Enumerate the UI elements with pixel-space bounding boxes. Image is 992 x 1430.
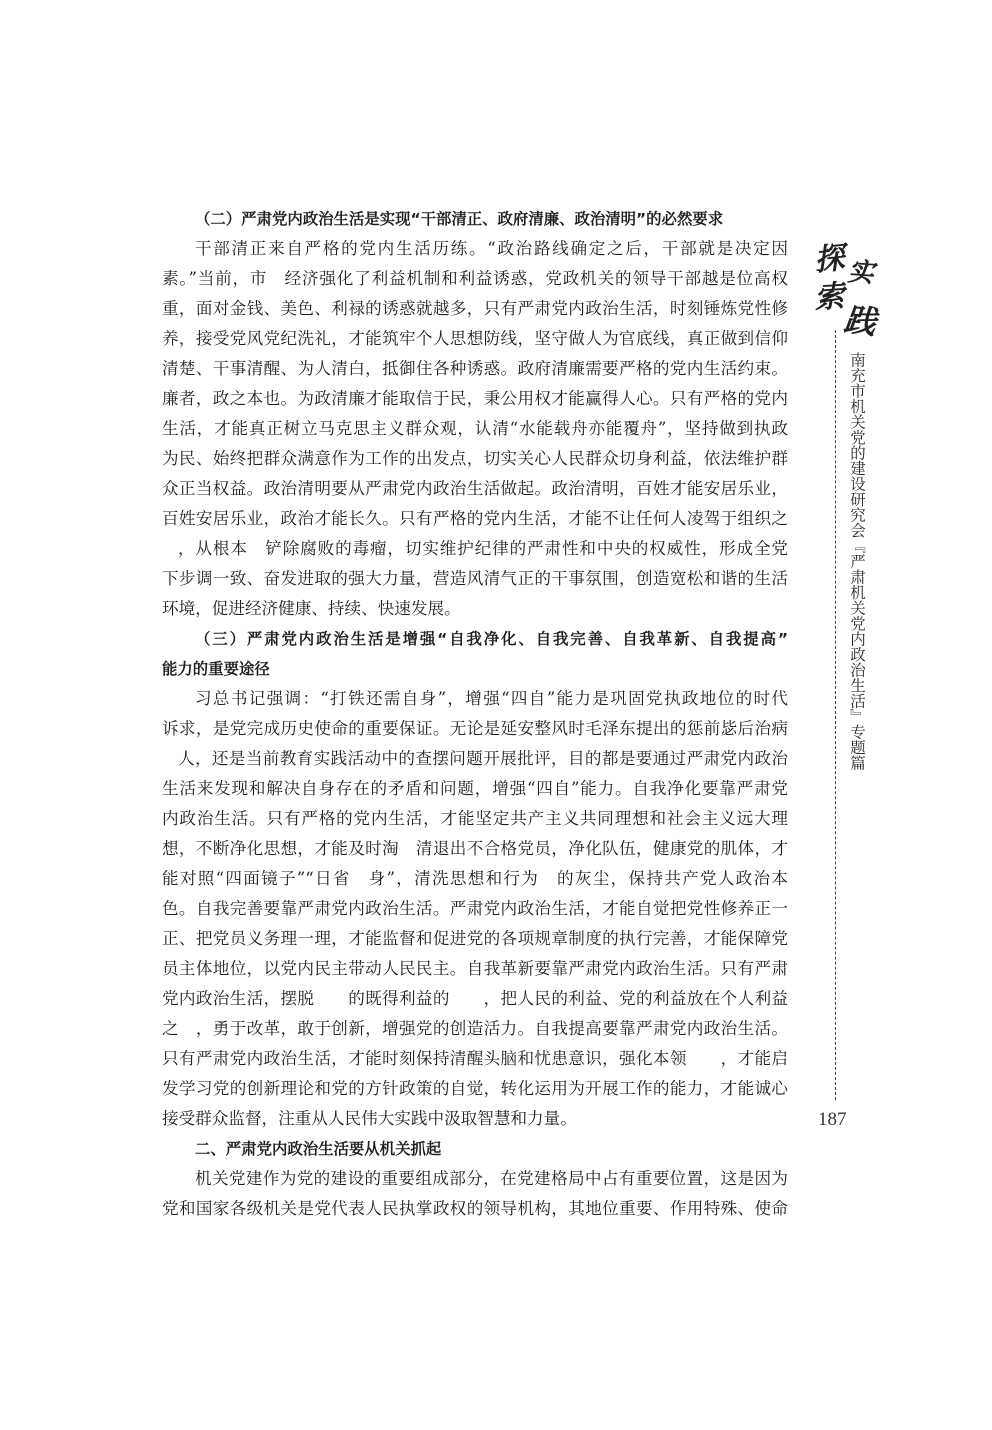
text-line: 环境，促进经济健康、持续、快速发展。: [162, 599, 461, 618]
text-line: 发学习党的创新理论和党的方针政策的自觉，转化运用为开展工作的能力，才能诚心: [162, 1079, 788, 1098]
text-line: 机关党建作为党的建设的重要组成部分，在党建格局中占有重要位置，这是因为: [195, 1169, 788, 1188]
running-title: 南充市机关党的建设研究会『严肃机关党内政治生活』专题篇: [848, 352, 866, 771]
text-line: 内政治生活。只有严格的党内生活，才能坚定共产主义共同理想和社会主义远大理: [162, 809, 788, 828]
section-heading-line: 二、严肃党内政治生活要从机关抓起: [195, 1140, 442, 1158]
text-line: 百姓安居乐业，政治才能长久。只有严格的党内生活，才能不让任何人凌驾于组织之: [162, 509, 788, 528]
text-line: 习总书记强调：“打铁还需自身”，增强“四自”能力是巩固党执政地位的时代: [195, 689, 788, 708]
text-line: 重，面对金钱、美色、利禄的诱惑就越多，只有严肃党内政治生活，时刻锤炼党性修: [162, 299, 788, 318]
text-line: 正、把党员义务理一理，才能监督和促进党的各项规章制度的执行完善，才能保障党: [162, 929, 788, 948]
section-heading-line: 能力的重要途径: [162, 660, 270, 678]
text-line: 能对照“四面镜子”“日省 身”，清洗思想和行为 的灰尘，保持共产党人政治本: [162, 869, 788, 888]
text-line: 想，不断净化思想，才能及时淘 清退出不合格党员，净化队伍，健康党的肌体，才: [162, 839, 788, 858]
text-line: 素。”当前，市 经济强化了利益机制和利益诱惑，党政机关的领导干部越是位高权: [162, 269, 788, 288]
vertical-divider: [835, 330, 836, 1100]
section-heading-line: （二）严肃党内政治生活是实现“干部清正、政府清廉、政治清明”的必然要求: [195, 210, 724, 228]
logo-char: 践: [841, 300, 878, 342]
text-line: 干部清正来自严格的党内生活历练。“政治路线确定之后，干部就是决定因: [195, 239, 788, 258]
text-line: 人，还是当前教育实践活动中的查摆问题开展批评，目的都是要通过严肃党内政治: [178, 749, 788, 768]
text-line: 色。自我完善要靠严肃党内政治生活。严肃党内政治生活，才能自觉把党性修养正一: [162, 899, 788, 918]
logo-char: 索: [813, 278, 846, 316]
text-line: 之 ，勇于改革，敢于创新，增强党的创造活力。自我提高要靠严肃党内政治生活。: [162, 1019, 788, 1038]
logo-char: 探: [812, 240, 847, 279]
section-heading-line: （三）严肃党内政治生活是增强“自我净化、自我完善、自我革新、自我提高”: [195, 630, 788, 648]
text-line: 下步调一致、奋发进取的强大力量，营造风清气正的干事氛围，创造宽松和谐的生活: [162, 569, 788, 588]
text-line: ，从根本 铲除腐败的毒瘤，切实维护纪律的严肃性和中央的权威性，形成全党: [178, 539, 788, 558]
body-text: [162, 204, 788, 1224]
text-line: 清楚、干事清醒、为人清白，抵御住各种诱惑。政府清廉需要严格的党内生活约束。: [162, 359, 788, 378]
text-line: 接受群众监督，注重从人民伟大实践中汲取智慧和力量。: [162, 1109, 577, 1128]
text-line: 员主体地位，以党内民主带动人民民主。自我革新要靠严肃党内政治生活。只有严肃: [162, 959, 788, 978]
text-line: 生活，才能真正树立马克思主义群众观，认清“水能载舟亦能覆舟”，坚持做到执政: [162, 419, 788, 438]
text-line: 生活来发现和解决自身存在的矛盾和问题，增强“四自”能力。自我净化要靠严肃党: [162, 779, 788, 798]
logo-char: 实: [846, 257, 875, 289]
page-number: 187: [818, 1109, 847, 1130]
text-line: 党内政治生活，摆脱 的既得利益的 ，把人民的利益、党的利益放在个人利益: [162, 989, 788, 1008]
text-line: 众正当权益。政治清明要从严肃党内政治生活做起。政治清明，百姓才能安居乐业，: [162, 479, 788, 498]
text-line: 诉求，是党完成历史使命的重要保证。无论是延安整风时毛泽东提出的惩前毖后治病: [162, 719, 788, 738]
text-line: 廉者，政之本也。为政清廉才能取信于民，秉公用权才能赢得人心。只有严格的党内: [162, 389, 788, 408]
logo-calligraphy: [812, 230, 882, 342]
text-line: 养，接受党风党纪洗礼，才能筑牢个人思想防线，坚守做人为官底线，真正做到信仰: [162, 329, 788, 348]
text-line: 为民、始终把群众满意作为工作的出发点，切实关心人民群众切身利益，依法维护群: [162, 449, 788, 468]
text-line: 党和国家各级机关是党代表人民执掌政权的领导机构，其地位重要、作用特殊、使命: [162, 1199, 788, 1218]
text-line: 只有严肃党内政治生活，才能时刻保持清醒头脑和忧患意识，强化本领 ，才能启: [162, 1049, 788, 1068]
